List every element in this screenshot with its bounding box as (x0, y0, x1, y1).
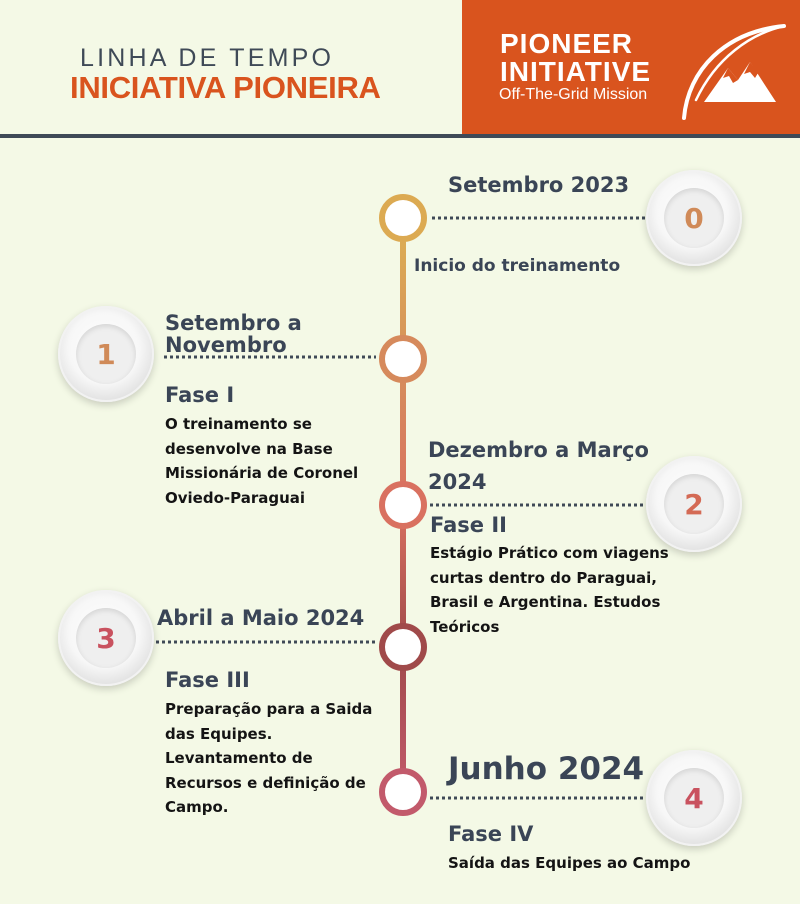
milestone-phase-4: Fase IV (448, 822, 534, 846)
milestone-badge-0 (646, 170, 742, 266)
milestone-badge-3 (58, 590, 154, 686)
page-title-line1: LINHA DE TEMPO (80, 44, 335, 72)
milestone-number-1: 1 (76, 324, 136, 384)
milestone-date-0: Setembro 2023 (448, 173, 630, 197)
timeline-node-4 (382, 771, 424, 813)
milestone-date-1: Setembro a Novembro (165, 311, 302, 357)
milestone-phase-3: Fase III (165, 668, 250, 692)
milestone-description-3: Preparação para a Saida das Equipes. Levantamento de Recursos e definição de Campo. (165, 700, 373, 816)
brand-tagline: Off-The-Grid Mission (499, 86, 648, 103)
milestone-badge-4 (646, 750, 742, 846)
milestone-description-1: O treinamento se desenvolve na Base Missionária de Coronel Oviedo-Paraguai (165, 415, 359, 507)
milestone-number-3: 3 (76, 608, 136, 668)
milestone-number-0: 0 (664, 188, 724, 248)
timeline-node-2 (382, 484, 424, 526)
milestone-phase-1: Fase I (165, 383, 235, 407)
milestone-number-4: 4 (664, 768, 724, 828)
timeline-node-0 (382, 197, 424, 239)
milestone-phase-2: Fase II (430, 513, 507, 537)
timeline-node-3 (382, 626, 424, 668)
brand-name-line1: PIONEER (500, 28, 634, 59)
page-title-line2: INICIATIVA PIONEIRA (70, 70, 381, 105)
milestone-description-0: Inicio do treinamento (414, 256, 621, 276)
milestone-number-2: 2 (664, 474, 724, 534)
milestone-date-4: Junho 2024 (448, 751, 645, 787)
brand-name-line2: INITIATIVE (500, 56, 652, 87)
milestone-badge-1 (58, 306, 154, 402)
milestone-description-2: Estágio Prático com viagens curtas dentro do Paraguai, Brasil e Argentina. Estudos Teóricos (430, 544, 669, 636)
milestone-date-3: Abril a Maio 2024 (157, 606, 365, 630)
milestone-date-2: Dezembro a Março 2024 (428, 438, 649, 494)
timeline-node-1 (382, 338, 424, 380)
milestone-description-4: Saída das Equipes ao Campo (448, 854, 691, 872)
